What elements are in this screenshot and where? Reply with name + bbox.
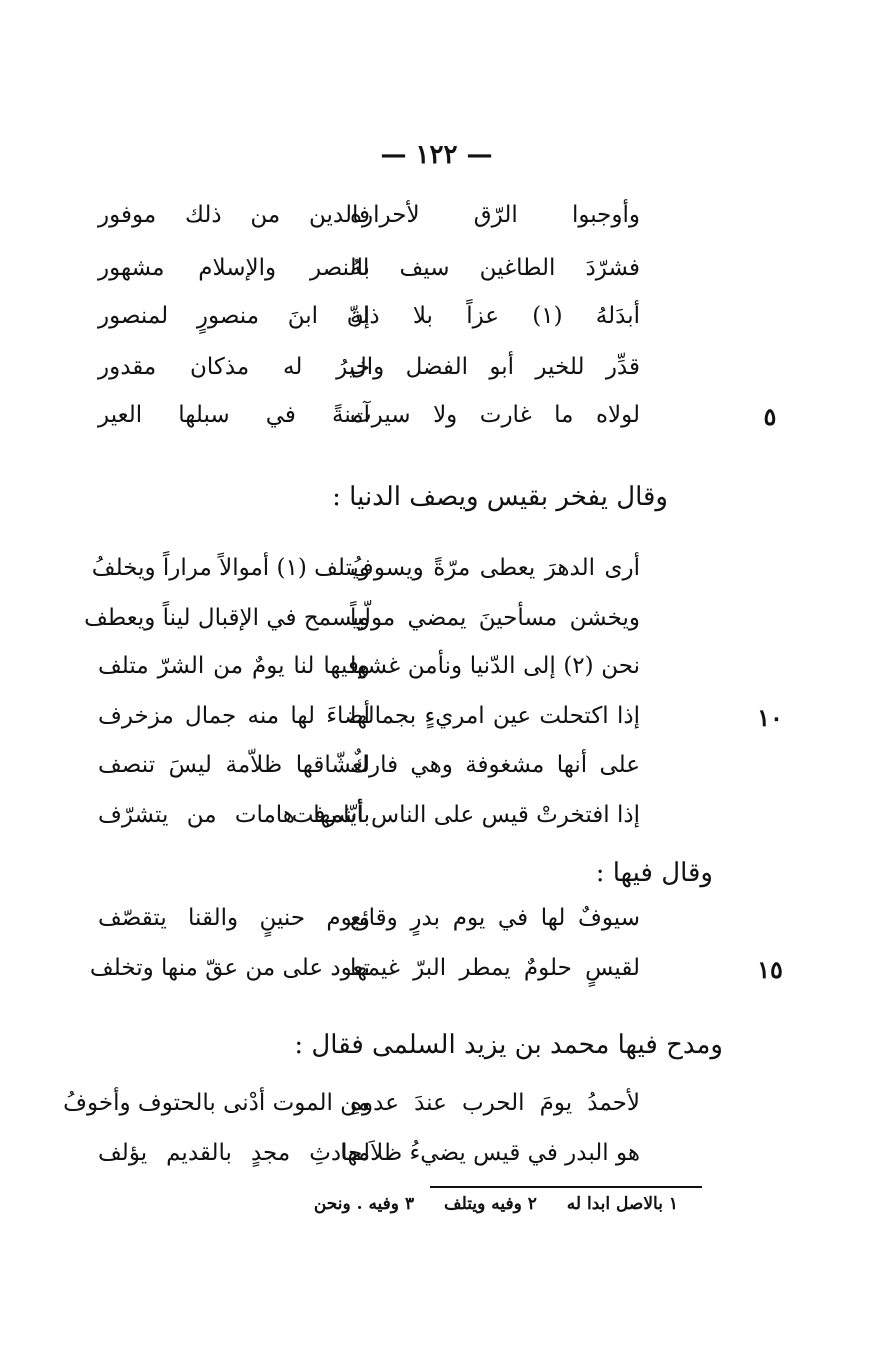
verse-line [0, 303, 873, 353]
line-number: ٥ [763, 402, 777, 431]
verse-line [0, 703, 873, 753]
second-hemistich: وفيها لنا يومٌ من الشرّ متلف [98, 653, 370, 679]
first-hemistich: إذا افتخرتْ قيس على الناس أشرفت [291, 802, 640, 828]
second-hemistich: فالدين من ذلك موفور [98, 202, 370, 228]
first-hemistich: سيوفٌ لها في يوم بدرٍ وقائع [350, 905, 640, 931]
footnote: ١ بالاصل ابدا له [566, 1194, 678, 1214]
line-number: ١٠ [757, 703, 783, 732]
verse-line [0, 402, 873, 452]
page-number: — ١٢٢ — [380, 140, 493, 170]
second-hemistich: أضاءَ لها منه جمال مزخرف [98, 703, 370, 729]
verse-line [0, 802, 873, 852]
second-hemistich: ويوم حنينٍ والقنا يتقصّف [98, 905, 370, 931]
section-heading: ومدح فيها محمد بن يزيد السلمى فقال : [294, 1030, 723, 1060]
verse-line [0, 653, 873, 703]
footnote: ٢ وفيه ويتلف [444, 1194, 537, 1214]
line-number: ١٥ [757, 955, 783, 984]
verse-line [0, 555, 873, 605]
second-hemistich: لحادثِ مجدٍ بالقديم يؤلف [98, 1140, 370, 1166]
verse-line [0, 354, 873, 404]
first-hemistich: على أنها مشغوفة وهي فاركٌ [350, 752, 640, 778]
first-hemistich: لأحمدُ يومَ الحرب عندَ عدوهِ [350, 1090, 640, 1116]
section-heading: وقال فيها : [595, 858, 713, 888]
second-hemistich: من الموت أدْنى بالحتوف وأخوفُ [63, 1090, 370, 1116]
second-hemistich: ويسمح في الإقبال ليناً ويعطف [84, 605, 370, 631]
footnotes [290, 1194, 678, 1214]
second-hemistich: ويتلف (١) أموالاً مراراً ويخلفُ [91, 555, 370, 581]
second-hemistich: خيرُ له مذكان مقدور [98, 354, 370, 380]
second-hemistich: بأيّامها هامات من يتشرّف [98, 802, 370, 828]
verse-line [0, 905, 873, 955]
verse-line [0, 752, 873, 802]
first-hemistich: أبدَلهُ (١) عزاً بلا ذلة [350, 303, 640, 329]
second-hemistich: لعشّاقها ظلاّمة ليسَ تنصف [98, 752, 370, 778]
first-hemistich: لولاه ما غارت ولا سيرت [350, 402, 640, 428]
verse-line [0, 605, 873, 655]
section-heading: وقال يفخر بقيس ويصف الدنيا : [332, 482, 668, 512]
footnote-divider [430, 1186, 702, 1188]
first-hemistich: قدِّر للخير أبو الفضل وال [350, 354, 640, 380]
first-hemistich: فشرّدَ الطاغين سيف لهُ [350, 255, 640, 281]
first-hemistich: لقيسٍ حلومٌ يمطر البرّ غيمها [350, 955, 640, 981]
first-hemistich: إذا اكتحلت عين امريءٍ بجمالها [350, 703, 640, 729]
first-hemistich: هو البدر في قيس يضيءُ ظلاَمها [340, 1140, 640, 1166]
verse-line [0, 1090, 873, 1140]
verse-line [0, 1140, 873, 1190]
footnote: ٣ وفيه . ونحن [313, 1194, 415, 1214]
verse-line [0, 955, 873, 1005]
first-hemistich: نحن (٢) إلى الدّنيا ونأمن غشها [350, 653, 640, 679]
first-hemistich: ويخشن مسأحينَ يمضي مولّياً [350, 605, 640, 631]
second-hemistich: بالنصر والإسلام مشهور [98, 255, 370, 281]
second-hemistich: إنّ ابنَ منصورٍ لمنصور [98, 303, 370, 329]
second-hemistich: آمنةً في سبلها العير [98, 402, 370, 428]
verse-line [0, 255, 873, 305]
first-hemistich: أرى الدهرَ يعطى مرّةً ويسوفُ [350, 555, 640, 581]
first-hemistich: وأوجبوا الرّق لأحراره [350, 202, 640, 228]
verse-line [0, 202, 873, 252]
second-hemistich: تعود على من عقّ منها وتخلف [89, 955, 370, 981]
